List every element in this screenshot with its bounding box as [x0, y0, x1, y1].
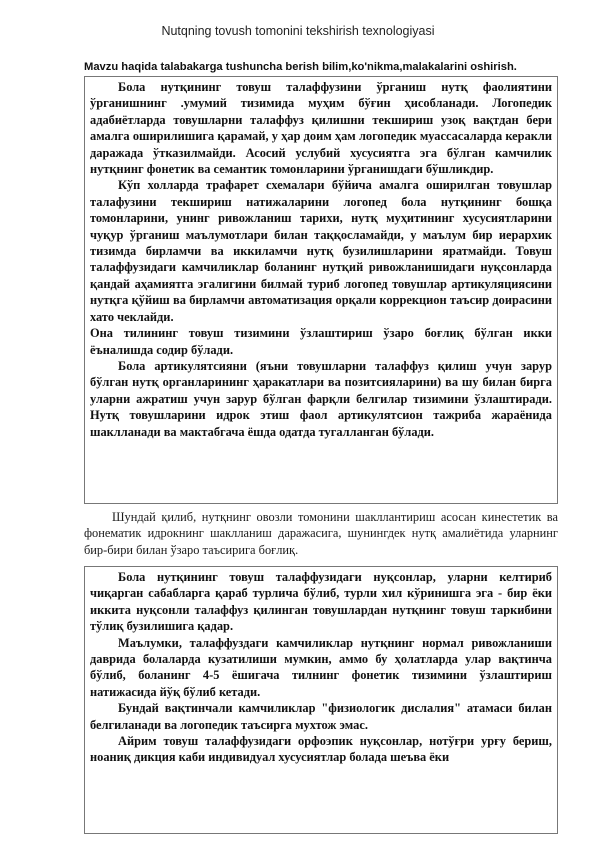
paragraph: Айрим товуш талаффузидаги орфоэпик нуқсонлар, нотўғри урғу бериш, ноаниқ дикция каби индивидуал хусусиятлар болада шеъва ёки — [90, 734, 552, 765]
paragraph: Бола артикулятсияни (яъни товушларни талаффуз қилиш учун зарур бўлган нутқ органларининг ҳаракатлари ва позитсияларини) ва шу билан бирга уларни ажратиш учун зарур бўлган фарқли белгилар тизимини ўзлаштиради. Нутқ товушларини идрок этиш фаол артикулятсион тажриба жараёнида шаклланади ва мактабгача ёшда одатда тугалланган бўлади. — [90, 358, 552, 439]
paragraph: Она тилининг товуш тизимини ўзлаштириш ўзаро боғлиқ бўлган икки ёъналишда содир бўлади. — [90, 326, 552, 357]
paragraph: Бола нутқининг товуш талаффузини ўрганиш нутқ фаолиятини ўрганишнинг .умумий тизимида муҳим бўғин ҳисобланади. Логопедик адабиётларда товушларни талаффуз қилишни текшириш узоқ вақтдан бери амалга оширилишига қарамай, у ҳар доим ҳам логопедик муассасаларда керакли даражада ўтказилмайди. Асосий услубий хусусиятга эга бўлган камчилик нутқнинг фонетик ва семантик томонларини ўрганишдаги бўшликдир. — [90, 80, 552, 177]
paragraph: Шундай қилиб, нутқнинг овозли томонини шакллантириш асосан кинестетик ва фонематик идрокнинг шаклланиш даражасига, шунингдек нутқ амалиётида уларнинг бир-бири билан ўзаро таъсирига боғлиқ. — [84, 510, 558, 557]
topic-subtitle: Mavzu haqida talabakarga tushuncha berish bilim,ko'nikma,malakalarini oshirish. — [84, 61, 517, 73]
page-title: Nutqning tovush tomonini tekshirish texnologiyasi — [161, 24, 435, 38]
bordered-text-box-2 — [84, 566, 558, 834]
paragraph: Кўп холларда трафарет схемалари бўйича амалга оширилган товушлар талафузини текшириш натижаларини логопед бола нутқининг бошқа томонларини, унинг ривожланиш тарихи, нутқ муҳитининг хусусиятларини чуқур ўрганиш маълумотлари билан таққосламайди, у маълум бир иерархик тизимда бирламчи ва иккиламчи нутқ бузилишларини яратмайди. Товуш талаффузидаги камчиликлар боланинг нутқий ривожланишидаги нуқсонларда қандай аҳамиятга эгалигини билмай туриб логопед товушлар артикуляциясини нутқга қўйиш ва бирламчи автоматизация орқали коррекцион таъсир доирасини хато чеклайди. — [90, 178, 552, 324]
paragraph: Бундай вақтинчали камчиликлар "физиологик дислалия" атамаси билан белгиланади ва логопедик таъсирга мухтож эмас. — [90, 701, 552, 732]
plain-text-block — [84, 509, 558, 558]
paragraph: Бола нутқининг товуш талаффузидаги нуқсонлар, уларни келтириб чиқарган сабабларга қараб турлича бўлиб, турли хил кўринишга эга - бир ёки иккита нуқсонли талаффуз қилинган товушлардан нутқнинг товуш таркибини тўлиқ бузилишига қадар. — [90, 570, 552, 634]
bordered-text-box-1 — [84, 76, 558, 504]
paragraph: Маълумки, талаффуздаги камчиликлар нутқнинг нормал ривожланиши даврида болаларда кузатилиши мумкин, аммо бу ҳолатларда улар вақтинча бўлиб, боланинг 4-5 ёшигача тилнинг фонетик тизимини ўзлаштириш натижасида йўқ бўлиб кетади. — [90, 635, 552, 699]
